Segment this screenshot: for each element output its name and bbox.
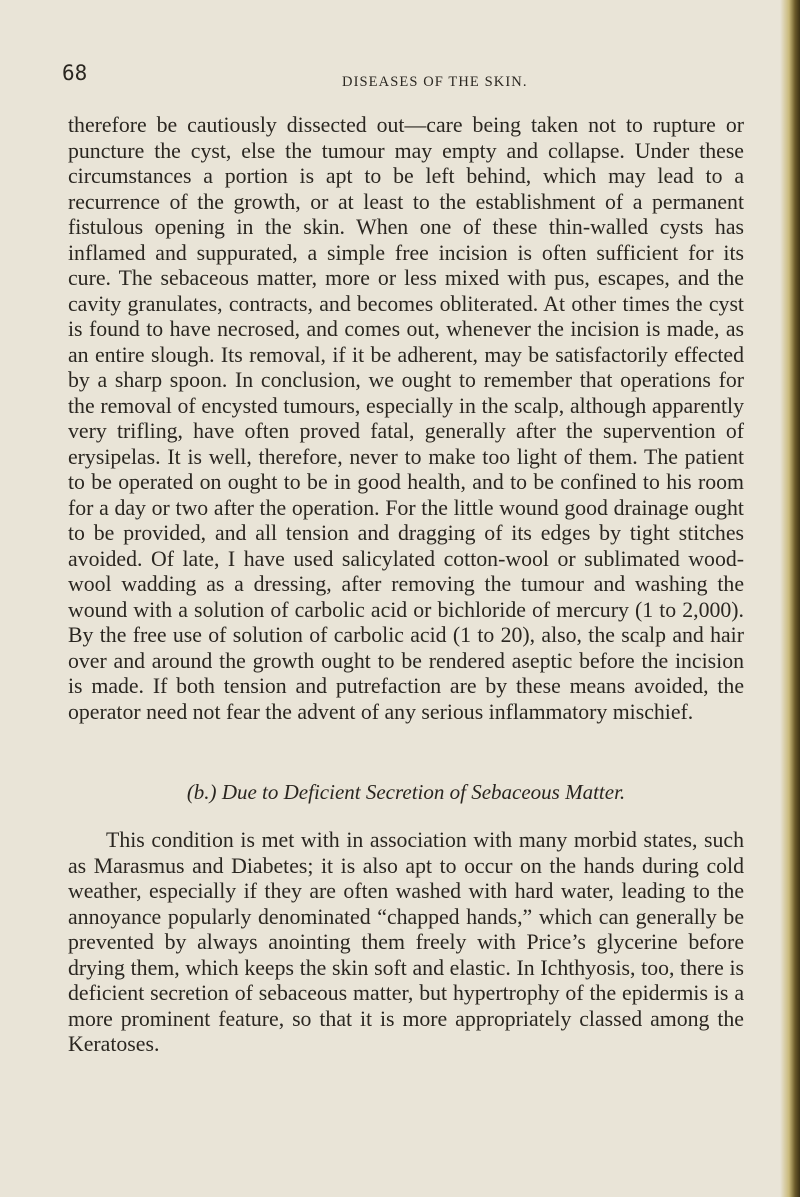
subheading-label: (b.) [186, 780, 217, 804]
paragraph-1: therefore be cautiously dissected out—care being taken not to rupture or puncture the cyst, else the tumour may empty and collapse. Under these circumstances a portion is apt to be left behind, which may lead to a recurrence of the growth, or at least to the establishment of a permanent fistulous opening in the skin. When one of these thin-walled cysts has inflamed and suppurated, a simple free incision is often sufficient for its cure. The sebaceous matter, more or less mixed with pus, escapes, and the cavity granulates, contracts, and becomes obliterated. At other times the cyst is found to have necrosed, and comes out, whenever the incision is made, as an entire slough. Its removal, if it be adherent, may be satisfactorily effected by a sharp spoon. In conclusion, we ought to remember that operations for the removal of encysted tumours, especially in the scalp, although apparently very trifling, have often proved fatal, generally after the supervention of erysipelas. It is well, therefore, never to make too light of them. The patient to be operated on ought to be in good health, and to be confined to his room for a day or two after the operation. For the little wound good drainage ought to be provided, and all tension and dragging of its edges by tight stitches avoided. Of late, I have used salicylated cotton-wool or sublimated wood-wool wadding as a dressing, after removing the tumour and washing the wound with a solution of carbolic acid or bichloride of mercury (1 to 2,000). By the free use of solution of carbolic acid (1 to 20), also, the scalp and hair over and around the growth ought to be rendered aseptic before the incision is made. If both tension and putrefaction are by these means avoided, the operator need not fear the advent of any serious inflammatory mischief. [68, 113, 744, 724]
page-edge-shadow [780, 0, 800, 1197]
page-header [0, 58, 800, 98]
section-subheading [68, 780, 744, 805]
paragraph-2: This condition is met with in association with many morbid states, such as Marasmus and Diabetes; it is also apt to occur on the hands during cold weather, especially if they are often washed with hard water, leading to the annoyance popularly denominated “chapped hands,” which can generally be prevented by always anointing them freely with Price’s glycerine before drying them, which keeps the skin soft and elastic. In Ichthyosis, too, there is deficient secretion of sebaceous matter, but hypertrophy of the epidermis is a more prominent feature, so that it is more appropriately classed among the Keratoses. [68, 828, 744, 1056]
page-number: 68 [62, 61, 88, 85]
subheading-title: Due to Deficient Secretion of Sebaceous Matter. [221, 780, 626, 804]
running-head: DISEASES OF THE SKIN. [342, 74, 528, 90]
